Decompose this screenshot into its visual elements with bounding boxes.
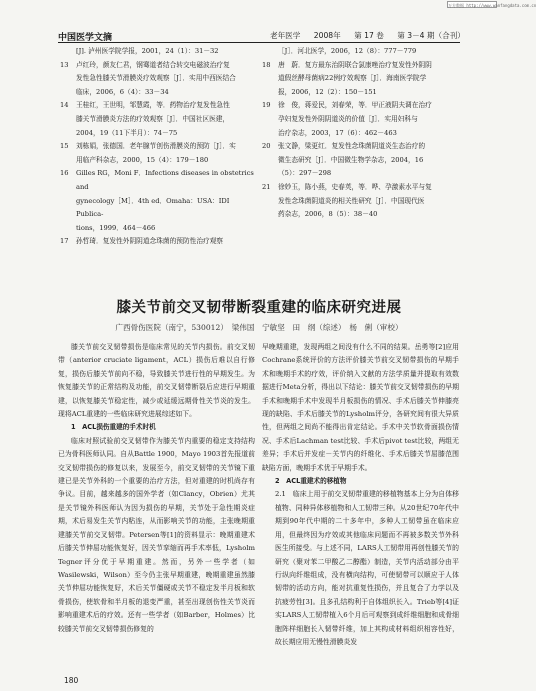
reference-text-line: [J]. 泸州医学院学报，2001，24（1）：31－32: [76, 47, 219, 55]
watermark-stamp: 万方数据 http://www.wanfangdata.com.cn: [448, 3, 536, 8]
volume: 第 17 卷: [354, 31, 384, 40]
reference-item: [60, 59, 256, 100]
reference-number: 21: [262, 182, 271, 191]
reference-text-line: tions，1999．464－466: [76, 223, 156, 232]
page-number: 180: [64, 676, 79, 685]
reference-text-line: （5）：297－298: [278, 169, 332, 178]
body-paragraph: 早晚期重建，发现两组之间没有什么不同的结果。岳勇等[2]应用Cochrane系统评价的方法评价膝关节前交叉韧带损伤的早期手术和晚期手术的疗效，评价纳入文献的方法学质量并提取有效数据进行Meta分析，得出以下结论：膝关节前交叉韧带损伤的早期手术和晚期手术中发现半月板损伤的情况、手术后膝关节伸膝亮现的缺陷、手术后膝关节的Lysholm评分，各研究间有很大异质性，但两组之间尚不能得出肯定结论。手术中关节软骨面损伤情况、手术后Lachman test比较、手术后pivot test比较，两组无差异；手术后并发症－关节内的纤维化、手术后膝关节屈膝范围缺陷方面，晚期手术优于早期手术。: [262, 343, 459, 472]
reference-item: [262, 59, 458, 100]
reference-item: [262, 99, 458, 140]
article-authors: 广西骨伤医院（南宁，530012） 梁伟国 宁敏坚 田 纲（综述） 杨 俐（审校）: [115, 323, 403, 332]
reference-text-line: 2004，19（11下半月）：74－75: [76, 128, 178, 137]
reference-number: 15: [60, 142, 69, 151]
reference-text-line: 孕妇复发性外阴阴道炎的价值［J］．实用妇科与: [278, 114, 418, 123]
reference-text-line: 微生态研究［J］．中国微生物学杂志，2004，16: [278, 155, 424, 164]
reference-text-line: 卢红玲，颜友仁君，钢骞道者结合转交电磁波治疗复: [76, 60, 230, 69]
reference-text-line: 张文静，梁更红．复发性念珠菌阴道炎生态治疗的: [278, 142, 426, 151]
reference-text-line: 王桂红，王世明，邹慧霞，等．药物治疗复发性急性: [76, 101, 230, 110]
reference-item: [60, 99, 256, 140]
reference-text-line: 徐妙玉，陈小燕，史春英，等．哗、孕激素水平与复: [278, 182, 432, 191]
reference-item: [60, 140, 256, 167]
subsection-paragraph: 2.1 临床上用于前交叉韧带重建的移植物基本上分为自体移植物、同种异体移植物和人工韧带三种。从20世纪70年代中期到90年代中期的二十多年中，多种人工韧带虽在临床应用，但最终因为疗效或其他临床问题而不再被多数关节外科医生所接受。与上述不同，LARS人工韧带用再创性膝关节的研究（聚对苯二甲酸乙二醇酯）制造，关节内活动部分由平行纵向纤维组成，没有横向结构，可使韧带可以顺应于人体韧带的活动方向，能对抗重复性损伤，并且复合了力学以及抗疲劳性[3]。且多孔结构利于自体组织长入。Trieb等[4]证实LARS人工韧带植入6个月后可观察到成纤维细胞和成骨细胞阵样细胞长入韧带纤维，加上其构成材料组织相容性好，故长期应用无慢性滑膜炎发: [275, 490, 459, 646]
references-left-column: [60, 45, 256, 249]
reference-number: 20: [262, 142, 271, 151]
reference-item: [60, 235, 256, 249]
series-name: 老年医学: [270, 31, 301, 40]
reference-item: [262, 181, 458, 222]
article-title: 膝关节前交叉韧带断裂重建的临床研究进展: [116, 300, 402, 316]
body-paragraph: 临床对照试验前交叉韧带作为膝关节内重要的稳定支持结构已为骨科医师认同。自从Battle 1900，Mayo 1903首先报道前交叉韧带损伤的修复以来，发展至今，前交叉韧带的关节镜下重建已是关节外科的一个重要的治疗方法，但对重建的时机尚存有争议。目前，越来越多的国外学者（如Clancy，Obrien）尤其是关节镜外科医师认为因为损伤的早期，关节处于急性期炎症期，术后易发生关节内粘连，从而影响关节的功能，主张晚期重建膝关节前交叉韧带。Petersen等[1]的资料显示：晚期重建术后膝关节伸屈功能恢复好，因关节挛缩而再手术率低，Lysholm Tegner评分优于早期重建。然而，另外一些学者（如Wasilewski，Wilson）至今仍主张早期重建，晚期重建虽然膝关节伸屈功能恢复好，术后关节僵硬或关节不稳定发半月板和软骨损伤，使软骨和半月板的退变严重，甚至出现创伤性关节炎而影响重建术后的疗效。还有一些学者（如Barber，Holmes）比较膝关节前交叉韧带损伤修复的: [58, 436, 255, 633]
reference-text-line: ［J］．河北医学，2006，12（8）：777－779: [278, 47, 417, 55]
reference-text-line: 临床，2006，6（4）：33－34: [76, 87, 169, 96]
reference-text-line: Gilles RG，Moni F．Infections diseases in obstetrics and: [76, 169, 254, 191]
body-left-column: [58, 341, 255, 636]
reference-text-line: 徐 俊，蒋爱民，刘春荣，等．甲正液阴夫调在治疗: [278, 101, 432, 110]
body-right-column: [262, 341, 459, 649]
reference-item: [262, 140, 458, 181]
reference-text-line: 报，2006，12（2）：150－151: [278, 87, 377, 96]
reference-text-line: 唐 蔚．复方最东治阴联合氯康唑治疗复发性外阴阴: [278, 60, 432, 69]
reference-item: [60, 167, 256, 235]
year: 2008年: [313, 31, 341, 40]
references-right-column: [262, 45, 458, 222]
section-heading: 1 ACL损伤重建的手术时机: [71, 423, 156, 432]
reference-number: 13: [60, 60, 69, 69]
reference-text-line: 药杂志，2006，8（5）：38－40: [278, 210, 378, 219]
reference-number: 18: [262, 60, 271, 69]
issue: 第 3－4 期（合刊）: [397, 31, 465, 40]
header-rule: [58, 42, 460, 43]
reference-item: [262, 45, 458, 59]
reference-text-line: 用临产科杂志，2000，15（4）：179－180: [76, 155, 209, 164]
section-heading: 2 ACL重建术的移植物: [275, 477, 347, 486]
reference-text-line: 刘栋娟，张德国．老年腺节创伤滑膜炎的预防［J］．实: [76, 142, 236, 151]
body-paragraph: 膝关节前交叉韧带损伤是临床常见的关节内损伤。前交叉韧带（anterior cruciate ligament，ACL）损伤后难以自行修复，损伤后膝关节前向不稳，导致膝关节进行性的早期发生。为恢复膝关节的正常结构及功能，前交叉韧带断裂后应进行早期重建，以恢复膝关节稳定性，减少或延缓远期骨性关节炎的发生。现将ACL重建的一些临床研究进展综述如下。: [58, 343, 255, 419]
reference-text-line: 道假丝酵母菌病22例疗效观察［J］．海南医学院学: [278, 74, 427, 83]
reference-item: [60, 45, 256, 59]
reference-number: 16: [60, 169, 69, 178]
reference-text-line: 治疗杂志，2003，17（6）：462－463: [278, 128, 397, 137]
issue-info: [270, 30, 476, 41]
reference-text-line: 膝关节滑膜炎方法的疗效观察［J］．中国社区医建，: [76, 114, 230, 123]
reference-number: 17: [60, 237, 69, 246]
reference-number: 14: [60, 101, 69, 110]
reference-number: 19: [262, 101, 271, 110]
journal-name: 中国医学文摘: [58, 33, 113, 43]
reference-text-line: 发性念珠菌阴道炎的相关性研究［J］．中国现代医: [278, 196, 425, 205]
reference-text-line: gynecology［M］．4th ed．Omaha：USA：IDI Publica-: [76, 196, 230, 219]
reference-text-line: 孙哲琦．复发性外阴阴道念珠菌的预防性治疗观察: [76, 237, 224, 246]
reference-text-line: 发性急性膝关节滑膜炎疗效观察［J］．实用中西医结合: [76, 74, 236, 83]
